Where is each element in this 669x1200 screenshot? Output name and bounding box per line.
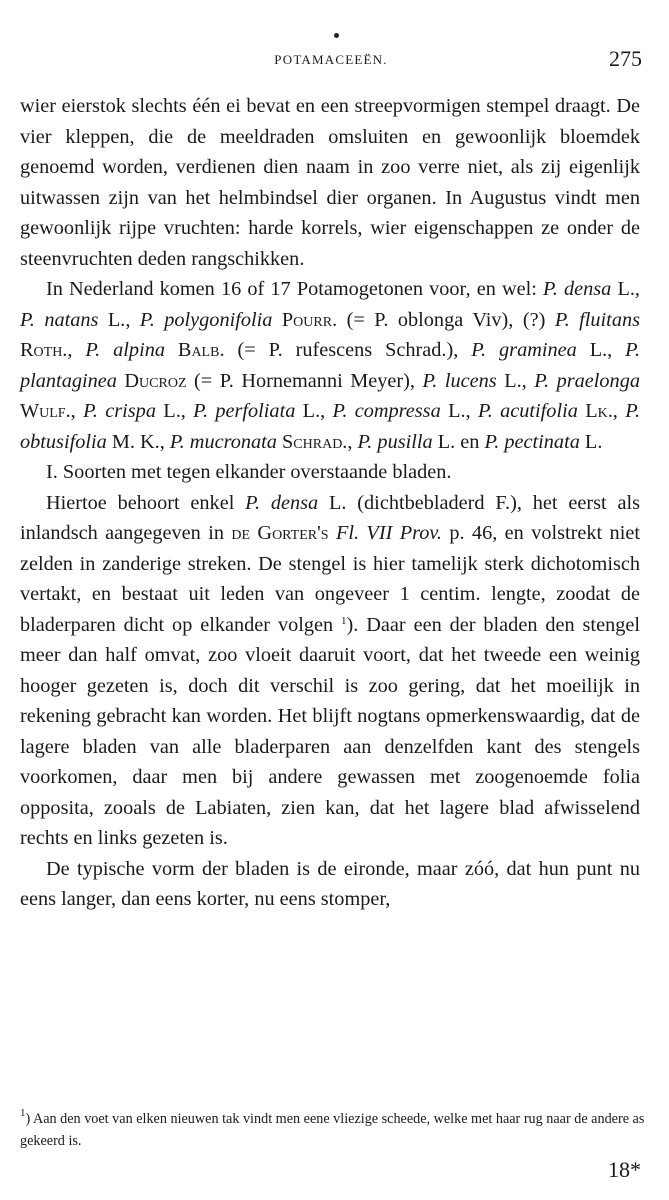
italic-text: P. pusilla [357,430,433,453]
paragraph [20,274,640,457]
text-segment [272,309,281,331]
text-segment: (= P. oblonga Viv), (?) [337,308,555,331]
italic-text: P. compressa [332,400,441,422]
italic-text: Fl. VII Prov. [335,522,442,544]
italic-text: P. natans [20,308,99,331]
text-segment: , [612,400,626,422]
text-segment: (= P. rufescens Schrad.), [224,339,472,361]
italic-text: P. perfoliata [193,400,296,422]
text-segment [329,522,336,544]
italic-text: P. graminea [471,339,577,361]
text-segment: L., [155,400,194,422]
italic-text: P. pectinata [484,430,580,453]
text-segment: , [67,339,86,361]
italic-text: P. fluitans [554,308,640,331]
italic-text: P. polygonifolia [139,308,273,331]
paragraph [20,457,640,488]
italic-text: P. praelonga [534,369,640,392]
small-caps-text: Schrad. [282,430,348,453]
running-head: POTAMACEEËN. [274,52,388,67]
small-caps-text: Ducroz [124,369,187,392]
small-caps-text: Wulf. [20,400,71,422]
text-segment: L. en [432,430,485,453]
body-text [20,91,640,915]
text-segment: L., [98,308,140,331]
text-segment: wier eierstok slechts één ei bevat en een streepvormigen stempel draagt. De vier kleppen, die de meeldraden omsluiten en gewoonlijk bloemdek genoemd worden, verdienen dien naam in zoo verre niet, als zij eigenlijk uitwassen zijn van het helmbindsel dier organen. In Augustus vindt men gewoonlijk rijpe vruchten: harde korrels, wier eigenschappen ze onder de steenvruchten deden rangschikken. [20,95,640,270]
text-segment: L., [611,278,640,300]
page-header [20,46,642,74]
text-segment: L., [295,400,333,422]
text-segment: ). Daar een der bladen den stengel meer dan half omvat, zoo vloeit daaruit voort, dat het tweede een weinig hooger gezeten is, doch dit verschil is zoo gering, dat het moeilijk in rekening gebracht kan worden. Het blijft nogtans opmerkenswaardig, dat de lagere bladen van alle bladerparen aan denzelfden kant des stengels voorkomen, daar men bij andere gewassen met zoogenoemde folia opposita, zooals de Labiaten, zien kan, dat het lagere blad afwisselend rechts en links gezeten is. [20,613,640,849]
italic-text: P. mucronata [169,430,277,453]
italic-text: P. plantaginea [20,339,641,392]
footnote-reference: 1 [341,614,347,627]
small-caps-text: de Gorter's [231,522,329,544]
paragraph [20,488,640,854]
text-segment: L. [579,430,603,453]
text-segment: De typische vorm der bladen is de eironde, maar zóó, dat hun punt nu eens langer, dan eens korter, nu eens stomper, [20,857,640,910]
italic-text: P. obtusifolia [20,400,641,453]
text-segment: L., [576,339,626,361]
text-segment: , [70,400,84,422]
page-number: 275 [609,46,642,71]
italic-text: P. densa [245,491,319,514]
text-segment: L., [496,369,535,392]
paragraph [20,91,640,274]
text-segment: I. Soorten met tegen elkander overstaande bladen. [46,461,452,483]
small-caps-text: Pourr. [281,308,338,331]
text-segment: L., [440,400,478,422]
footnotes [20,1108,646,1152]
small-caps-text: Lk. [585,400,613,422]
footnote [20,1108,646,1152]
text-segment: (= P. Hornemanni Meyer), [186,369,423,392]
footnote-text: ) Aan den voet van elken nieuwen tak vindt men eene vliezige scheede, welke met haar rug naar de andere as gekeerd is. [20,1111,645,1149]
ornament-dot [334,33,339,38]
signature-mark: 18* [608,1157,641,1182]
text-segment [165,339,178,361]
italic-text: P. crispa [83,400,156,422]
text-segment: M. K., [106,430,170,453]
italic-text: P. lucens [422,369,497,392]
text-segment: , [347,430,358,453]
text-segment: p. 46, en volstrekt niet zelden in zanderige streken. De stengel is hier tamelijk sterk dichotomisch vertakt, en bestaat uit leden van ongeveer 1 centim. lengte, zoodat de bladerparen dicht op elkander volgen [20,522,640,636]
paragraph [20,854,640,915]
italic-text: P. alpina [85,339,165,361]
small-caps-text: Roth. [20,339,68,361]
text-segment: In Nederland komen 16 of 17 Potamogetonen voor, en wel: [46,278,544,300]
footnote-mark: 1 [20,1107,26,1119]
italic-text: P. acutifolia [477,400,578,422]
text-segment: Hiertoe behoort enkel [46,491,246,514]
italic-text: P. densa [543,278,612,300]
text-segment: L. (dichtbebladerd F.), het eerst als inlandsch aangegeven in [20,491,640,544]
small-caps-text: Balb. [177,339,225,361]
